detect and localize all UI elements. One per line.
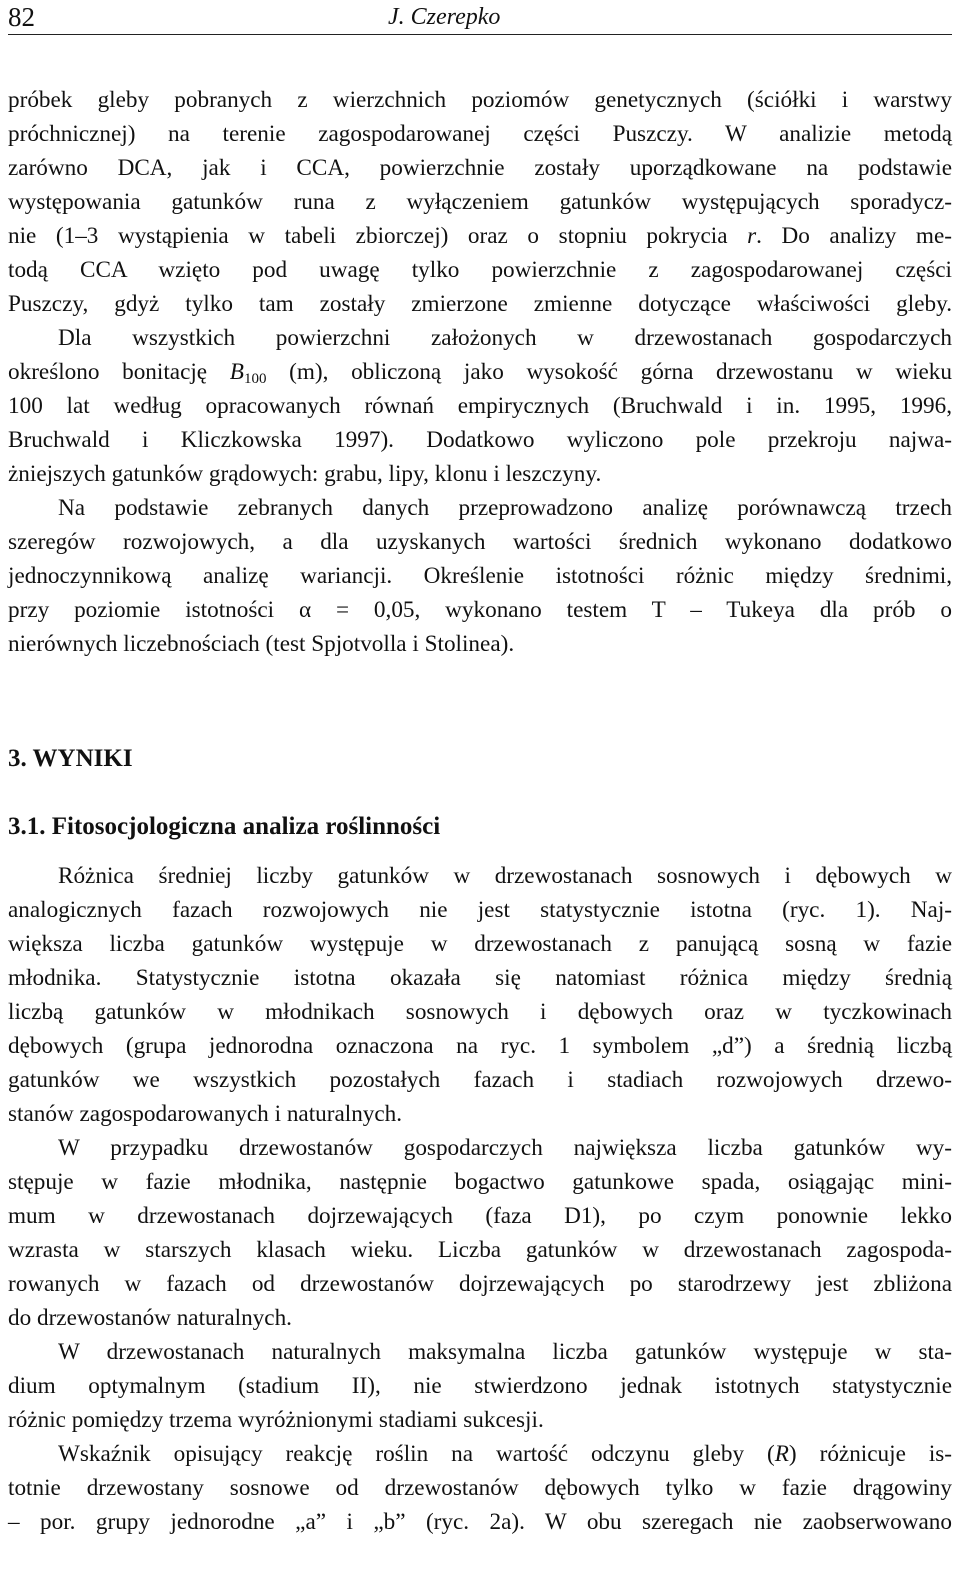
subscript-100: 100 [243, 371, 267, 387]
text-line: nierównych liczebnościach (test Spjotvolla i Stolinea). [8, 631, 515, 657]
text-run: określono bonitację [8, 359, 230, 385]
text-line: różnic pomiędzy trzema wyróżnionymi stadiami sukcesji. [8, 1407, 544, 1433]
text-run: . Do analizy me- [756, 223, 952, 249]
text-line: Różnica średniej liczby gatunków w drzewostanach sosnowych i dębowych w [58, 863, 952, 889]
text-line: do drzewostanów naturalnych. [8, 1305, 292, 1331]
text-line [8, 355, 952, 389]
page-number: 82 [8, 2, 35, 32]
text-line: dębowych (grupa jednorodna oznaczona na ryc. 1 symbolem „d”) a średnią liczbą [8, 1033, 952, 1059]
text-line: Dla wszystkich powierzchni założonych w drzewostanach gospodarczych [58, 325, 952, 351]
paragraph-reaction-index [8, 1437, 952, 1539]
paragraph-site-index [8, 321, 952, 491]
text-line: występowania gatunków runa z wyłączeniem gatunków występujących sporadycz- [8, 189, 952, 215]
text-line: Bruchwald i Kliczkowska 1997). Dodatkowo wyliczono pole przekroju najwa- [8, 427, 952, 453]
text-line: Puszczy, gdyż tylko tam zostały zmierzone zmienne dotyczące właściwości gleby. [8, 291, 952, 317]
section-title: 3. WYNIKI [8, 745, 133, 772]
text-line: próchnicznej) na terenie zagospodarowanej części Puszczy. W analizie metodą [8, 121, 952, 147]
text-line [8, 1437, 952, 1471]
text-line: dium optymalnym (stadium II), nie stwierdzono jednak istotnych statystycznie [8, 1373, 952, 1399]
text-line: 100 lat według opracowanych równań empirycznych (Bruchwald i in. 1995, 1996, [8, 393, 952, 419]
text-line: zarówno DCA, jak i CCA, powierzchnie zostały uporządkowane na podstawie [8, 155, 952, 181]
text-run: ) różnicuje is- [788, 1441, 953, 1467]
text-line: liczbą gatunków w młodnikach sosnowych i dębowych oraz w tyczkowinach [8, 999, 952, 1025]
text-line: todą CCA wzięto pod uwagę tylko powierzchnie z zagospodarowanej części [8, 257, 952, 283]
text-line: W przypadku drzewostanów gospodarczych największa liczba gatunków wy- [58, 1135, 952, 1161]
text-line: analogicznych fazach rozwojowych nie jest statystycznie istotna (ryc. 1). Naj- [8, 897, 952, 923]
text-line: większa liczba gatunków występuje w drzewostanach z panującą sosną w fazie [8, 931, 952, 957]
text-line: żniejszych gatunków grądowych: grabu, lipy, klonu i leszczyny. [8, 461, 602, 487]
text-line: jednoczynnikową analizę wariancji. Określenie istotności różnic między średnimi, [8, 563, 952, 589]
text-line: Na podstawie zebranych danych przeprowadzono analizę porównawczą trzech [58, 495, 952, 521]
text-line: totnie drzewostany sosnowe od drzewostanów dębowych tylko w fazie drągowiny [8, 1475, 952, 1501]
italic-symbol-b: B [229, 359, 244, 385]
paragraph-methods-soil [8, 83, 952, 321]
text-line: W drzewostanach naturalnych maksymalna liczba gatunków występuje w sta- [58, 1339, 952, 1365]
text-line [8, 219, 952, 253]
text-run: nie (1–3 wystąpienia w tabeli zbiorczej) oraz o stopniu pokrycia [8, 223, 748, 249]
paragraph-managed-stands [8, 1131, 952, 1335]
text-line: stępuje w fazie młodnika, następnie bogactwo gatunkowe spada, osiągając mini- [8, 1169, 952, 1195]
text-line: stanów zagospodarowanych i naturalnych. [8, 1101, 403, 1127]
subsection-title: 3.1. Fitosocjologiczna analiza roślinności [8, 813, 441, 840]
paragraph-species-count [8, 859, 952, 1131]
text-run: Wskaźnik opisujący reakcję roślin na wartość odczynu gleby ( [58, 1441, 775, 1467]
page-body [8, 83, 952, 1539]
italic-symbol-r: r [747, 223, 757, 249]
text-run: (m), obliczoną jako wysokość górna drzewostanu w wieku [266, 359, 952, 385]
text-line: rowanych w fazach od drzewostanów dojrzewających po starodrzewy jest zbliżona [8, 1271, 952, 1297]
paragraph-statistics [8, 491, 952, 661]
text-line: wzrasta w starszych klasach wieku. Liczba gatunków w drzewostanach zagospoda- [8, 1237, 952, 1263]
italic-symbol-r-index: R [774, 1441, 789, 1467]
text-line: próbek gleby pobranych z wierzchnich poziomów genetycznych (ściółki i warstwy [8, 87, 952, 113]
text-line: – por. grupy jednorodne „a” i „b” (ryc. 2a). W obu szeregach nie zaobserwowano [8, 1509, 952, 1535]
text-line: mum w drzewostanach dojrzewających (faza D1), po czym ponownie lekko [8, 1203, 952, 1229]
running-head: J. Czerepko [388, 4, 501, 30]
page-header [8, 0, 952, 35]
text-line: gatunków we wszystkich pozostałych fazach i stadiach rozwojowych drzewo- [8, 1067, 952, 1093]
text-line: szeregów rozwojowych, a dla uzyskanych wartości średnich wykonano dodatkowo [8, 529, 952, 555]
text-line: młodnika. Statystycznie istotna okazała się natomiast różnica między średnią [8, 965, 952, 991]
paragraph-natural-stands [8, 1335, 952, 1437]
text-line: przy poziomie istotności α = 0,05, wykonano testem T – Tukeya dla prób o [8, 597, 952, 623]
